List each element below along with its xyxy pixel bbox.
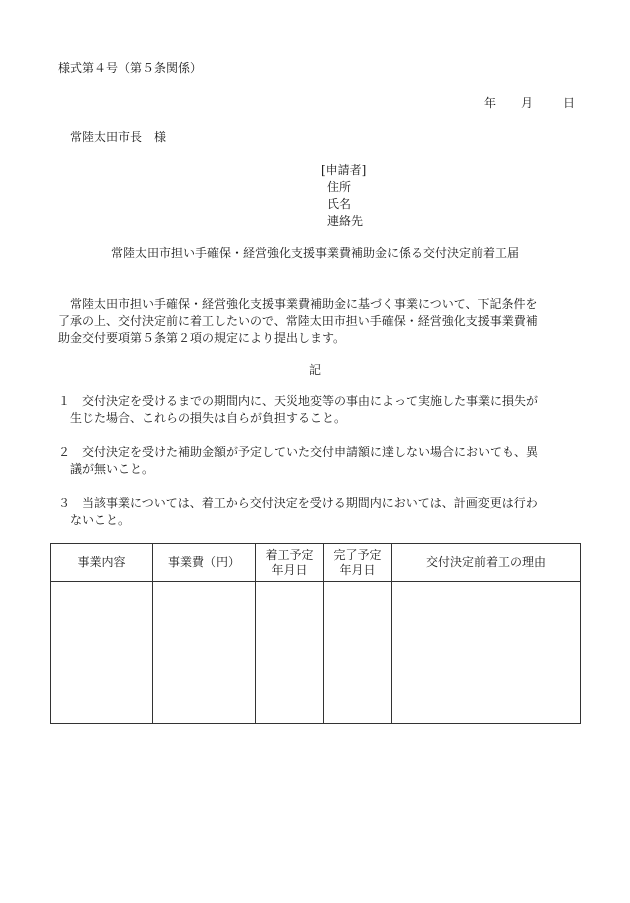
contact-label: 連絡先: [327, 214, 364, 228]
cell-start-date: [256, 582, 324, 724]
body-paragraph: [58, 296, 538, 347]
body-line: 助金交付要項第５条第２項の規定により提出します。: [58, 331, 346, 345]
header-reason: 交付決定前着工の理由: [392, 544, 581, 582]
header-completion-date: 完了予定 年月日: [324, 544, 392, 582]
condition-line: ３ 当該事業については、着工から交付決定を受ける期間内においては、計画変更は行わ: [58, 496, 538, 510]
cell-reason: [392, 582, 581, 724]
date-month-label: 月: [521, 96, 534, 110]
applicant-heading: [申請者]: [321, 163, 367, 177]
name-label: 氏名: [327, 197, 352, 211]
date-day-label: 日: [563, 96, 576, 110]
body-line: 常陸太田市担い手確保・経営強化支援事業費補助金に基づく事業について、下記条件を: [70, 297, 538, 311]
condition-item: [58, 495, 538, 529]
cell-project-content: [51, 582, 153, 724]
table-row: [51, 582, 581, 724]
table-header-row: [51, 544, 581, 582]
cell-completion-date: [324, 582, 392, 724]
condition-line: 生じた場合、これらの損失は自らが負担すること。: [70, 411, 347, 425]
form-number: 様式第４号（第５条関係）: [58, 61, 203, 75]
condition-item: [58, 393, 538, 427]
project-table: [50, 543, 581, 724]
cell-project-cost: [153, 582, 256, 724]
applicant-block: [321, 162, 366, 230]
header-start-date: 着工予定 年月日: [256, 544, 324, 582]
condition-item: [58, 444, 538, 478]
header-project-cost: 事業費（円）: [153, 544, 256, 582]
address-label: 住所: [327, 180, 352, 194]
condition-line: ２ 交付決定を受けた補助金額が予定していた交付申請額に達しない場合においても、異: [58, 445, 539, 459]
ki-heading: 記: [308, 363, 321, 377]
condition-line: ないこと。: [70, 513, 131, 527]
body-line: 了承の上、交付決定前に着工したいので、常陸太田市担い手確保・経営強化支援事業費補: [58, 314, 538, 328]
condition-line: １ 交付決定を受けるまでの期間内に、天災地変等の事由によって実施した事業に損失が: [58, 394, 539, 408]
recipient: 常陸太田市長 様: [70, 130, 167, 144]
condition-line: 議が無いこと。: [70, 462, 155, 476]
document-title: 常陸太田市担い手確保・経営強化支援事業費補助金に係る交付決定前着工届: [110, 246, 519, 260]
header-project-content: 事業内容: [51, 544, 153, 582]
date-year-label: 年: [484, 96, 497, 110]
